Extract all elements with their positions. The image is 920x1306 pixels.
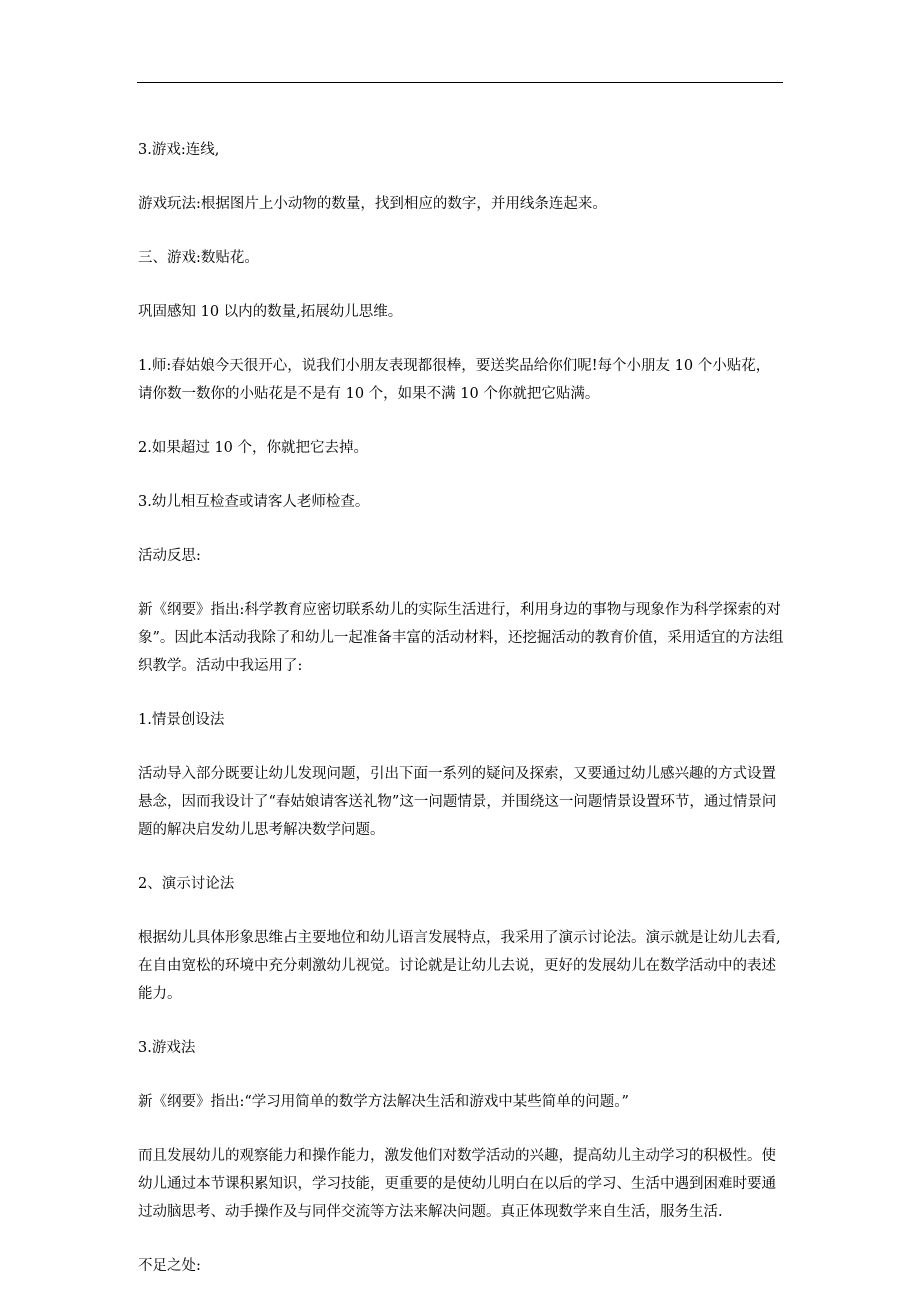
paragraph-game-rules: 游戏玩法:根据图片上小动物的数量，找到相应的数字，并用线条连起来。 bbox=[138, 196, 607, 212]
paragraph-teacher-step-1: 1.师:春姑娘今天很开心，说我们小朋友表现都很棒，要送奖品给你们呢!每个小朋友 10 个小贴花，请你数一数你的小贴花是不是有 10 个，如果不满 10 个你就把它贴满。 bbox=[138, 358, 771, 402]
paragraph-method-1-heading: 1.情景创设法 bbox=[138, 712, 225, 728]
paragraph-step-2: 2.如果超过 10 个，你就把它去掉。 bbox=[138, 440, 369, 456]
paragraph-method-3-heading: 3.游戏法 bbox=[138, 1040, 196, 1056]
paragraph-method-2-heading: 2、演示讨论法 bbox=[138, 876, 235, 892]
paragraph-reflection-intro: 新《纲要》指出:科学教育应密切联系幼儿的实际生活进行，利用身边的事物与现象作为科学探索的对象”。因此本活动我除了和幼儿一起准备丰富的活动材料，还挖掘活动的教育价值，采用适宜的方法组织教学。活动中我运用了: bbox=[138, 602, 784, 674]
paragraph-game-connect-lines: 3.游戏:连线, bbox=[138, 142, 220, 158]
paragraph-shortcomings-heading: 不足之处: bbox=[138, 1258, 201, 1274]
paragraph-step-3: 3.幼儿相互检查或请客人老师检查。 bbox=[138, 494, 370, 510]
paragraph-consolidate: 巩固感知 10 以内的数量,拓展幼儿思维。 bbox=[138, 304, 403, 320]
document-body bbox=[138, 136, 784, 1306]
paragraph-method-3-quote: 新《纲要》指出:“学习用简单的数学方法解决生活和游戏中某些简单的问题。” bbox=[138, 1094, 629, 1110]
header-rule bbox=[137, 82, 783, 83]
paragraph-section-counting-stickers: 三、游戏:数贴花。 bbox=[138, 250, 259, 266]
paragraph-method-1-body: 活动导入部分既要让幼儿发现问题，引出下面一系列的疑问及探索，又要通过幼儿感兴趣的方式设置悬念，因而我设计了“春姑娘请客送礼物”这一问题情景，并围绕这一问题情景设置环节，通过情景问题的解决启发幼儿思考解决数学问题。 bbox=[138, 766, 777, 838]
paragraph-method-3-body: 而且发展幼儿的观察能力和操作能力，激发他们对数学活动的兴趣，提高幼儿主动学习的积极性。使幼儿通过本节课积累知识，学习技能，更重要的是使幼儿明白在以后的学习、生活中遇到困难时要通过动脑思考、动手操作及与同伴交流等方法来解决问题。真正体现数学来自生活，服务生活. bbox=[138, 1148, 776, 1220]
paragraph-method-2-body: 根据幼儿具体形象思维占主要地位和幼儿语言发展特点，我采用了演示讨论法。演示就是让幼儿去看,在自由宽松的环境中充分刺激幼儿视觉。讨论就是让幼儿去说，更好的发展幼儿在数学活动中的表述能力。 bbox=[138, 930, 781, 1002]
paragraph-reflection-heading: 活动反思: bbox=[138, 548, 201, 564]
